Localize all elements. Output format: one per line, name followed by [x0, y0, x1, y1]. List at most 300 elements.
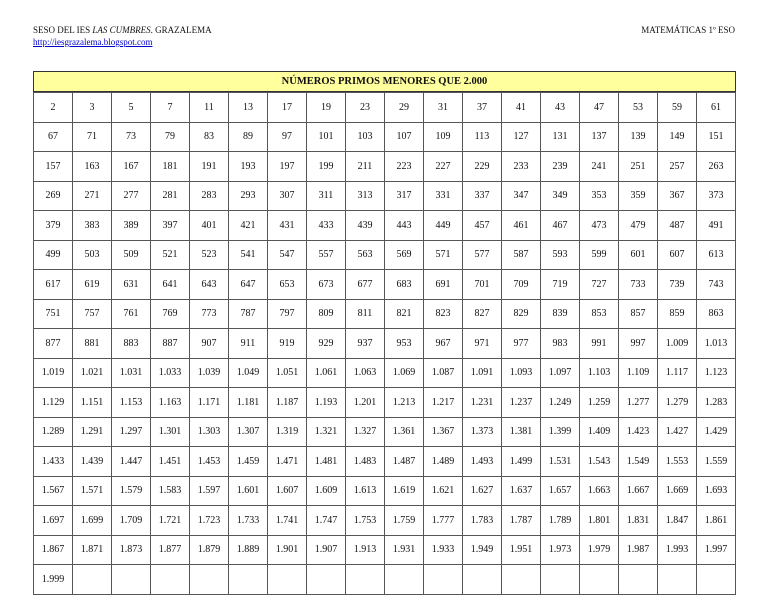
prime-cell: 863	[697, 299, 736, 329]
prime-cell: 1.847	[658, 506, 697, 536]
prime-cell: 1.889	[229, 535, 268, 565]
prime-cell: 991	[580, 329, 619, 359]
prime-cell: 631	[112, 270, 151, 300]
prime-cell: 433	[307, 211, 346, 241]
prime-cell: 197	[268, 152, 307, 182]
prime-cell: 41	[502, 93, 541, 123]
prime-cell: 1.759	[385, 506, 424, 536]
prime-cell: 727	[580, 270, 619, 300]
prime-cell: 139	[619, 122, 658, 152]
prime-cell: 1.663	[580, 476, 619, 506]
prime-cell: 523	[190, 240, 229, 270]
prime-cell: 181	[151, 152, 190, 182]
prime-cell: 439	[346, 211, 385, 241]
prime-cell: 83	[190, 122, 229, 152]
prime-cell: 1.933	[424, 535, 463, 565]
prime-cell: 1.427	[658, 417, 697, 447]
prime-cell	[541, 565, 580, 595]
prime-cell: 617	[34, 270, 73, 300]
prime-cell: 1.163	[151, 388, 190, 418]
prime-cell: 929	[307, 329, 346, 359]
prime-cell	[697, 565, 736, 595]
prime-cell: 1.487	[385, 447, 424, 477]
prime-cell: 239	[541, 152, 580, 182]
table-row	[34, 565, 736, 595]
prime-cell	[190, 565, 229, 595]
prime-cell: 479	[619, 211, 658, 241]
prime-cell: 1.951	[502, 535, 541, 565]
prime-cell: 383	[73, 211, 112, 241]
prime-cell: 11	[190, 93, 229, 123]
prime-cell: 47	[580, 93, 619, 123]
prime-cell	[502, 565, 541, 595]
table-row	[34, 211, 736, 241]
prime-cell	[346, 565, 385, 595]
prime-cell: 73	[112, 122, 151, 152]
prime-cell: 563	[346, 240, 385, 270]
prime-cell: 1.709	[112, 506, 151, 536]
prime-cell: 1.789	[541, 506, 580, 536]
prime-cell: 547	[268, 240, 307, 270]
prime-cell: 769	[151, 299, 190, 329]
prime-cell: 1.009	[658, 329, 697, 359]
prime-cell: 1.993	[658, 535, 697, 565]
prime-cell: 1.093	[502, 358, 541, 388]
prime-cell	[619, 565, 658, 595]
prime-cell: 379	[34, 211, 73, 241]
table-row	[34, 358, 736, 388]
prime-cell: 1.451	[151, 447, 190, 477]
prime-cell: 1.193	[307, 388, 346, 418]
prime-cell: 761	[112, 299, 151, 329]
prime-cell: 1.249	[541, 388, 580, 418]
prime-cell: 839	[541, 299, 580, 329]
prime-cell: 1.481	[307, 447, 346, 477]
prime-cell: 1.999	[34, 565, 73, 595]
prime-cell: 971	[463, 329, 502, 359]
prime-cell: 263	[697, 152, 736, 182]
table-row	[34, 388, 736, 418]
prime-cell: 1.667	[619, 476, 658, 506]
prime-cell: 983	[541, 329, 580, 359]
prime-cell: 349	[541, 181, 580, 211]
prime-cell: 229	[463, 152, 502, 182]
prime-cell: 1.279	[658, 388, 697, 418]
prime-cell: 293	[229, 181, 268, 211]
prime-cell: 193	[229, 152, 268, 182]
prime-cell: 1.123	[697, 358, 736, 388]
prime-cell: 647	[229, 270, 268, 300]
prime-cell: 1.559	[697, 447, 736, 477]
prime-cell	[424, 565, 463, 595]
prime-cell: 569	[385, 240, 424, 270]
prime-cell: 1.373	[463, 417, 502, 447]
prime-cell: 829	[502, 299, 541, 329]
prime-cell: 937	[346, 329, 385, 359]
prime-cell: 1.531	[541, 447, 580, 477]
prime-cell: 641	[151, 270, 190, 300]
prime-cell: 269	[34, 181, 73, 211]
prime-cell	[658, 565, 697, 595]
prime-cell: 421	[229, 211, 268, 241]
prime-cell: 5	[112, 93, 151, 123]
prime-cell: 373	[697, 181, 736, 211]
prime-cell: 149	[658, 122, 697, 152]
prime-cell: 739	[658, 270, 697, 300]
prime-cell: 1.913	[346, 535, 385, 565]
prime-cell: 283	[190, 181, 229, 211]
prime-cell: 823	[424, 299, 463, 329]
prime-cell: 701	[463, 270, 502, 300]
school-name	[33, 25, 212, 36]
prime-cell: 1.109	[619, 358, 658, 388]
table-row	[34, 299, 736, 329]
prime-cell: 953	[385, 329, 424, 359]
prime-cell: 1.049	[229, 358, 268, 388]
prime-cell: 457	[463, 211, 502, 241]
prime-cell: 1.429	[697, 417, 736, 447]
prime-cell: 787	[229, 299, 268, 329]
prime-cell: 1.543	[580, 447, 619, 477]
prime-cell: 587	[502, 240, 541, 270]
prime-cell: 1.489	[424, 447, 463, 477]
prime-cell: 1.259	[580, 388, 619, 418]
prime-cell: 751	[34, 299, 73, 329]
prime-cell: 1.063	[346, 358, 385, 388]
prime-cell: 487	[658, 211, 697, 241]
prime-cell: 557	[307, 240, 346, 270]
table-row	[34, 240, 736, 270]
prime-cell: 1.997	[697, 535, 736, 565]
prime-cell: 1.433	[34, 447, 73, 477]
prime-cell: 653	[268, 270, 307, 300]
prime-cell: 1.787	[502, 506, 541, 536]
prime-cell: 2	[34, 93, 73, 123]
prime-cell: 1.783	[463, 506, 502, 536]
prime-cell: 607	[658, 240, 697, 270]
prime-cell: 251	[619, 152, 658, 182]
prime-cell: 1.327	[346, 417, 385, 447]
prime-cell	[229, 565, 268, 595]
prime-cell: 1.459	[229, 447, 268, 477]
prime-cell: 31	[424, 93, 463, 123]
blog-link[interactable]: http://iesgrazalema.blogspot.com	[33, 37, 153, 47]
prime-cell: 1.439	[73, 447, 112, 477]
prime-cell: 1.283	[697, 388, 736, 418]
prime-cell	[73, 565, 112, 595]
prime-cell: 1.621	[424, 476, 463, 506]
prime-cell: 691	[424, 270, 463, 300]
prime-cell: 89	[229, 122, 268, 152]
prime-cell: 449	[424, 211, 463, 241]
prime-cell: 911	[229, 329, 268, 359]
prime-cell: 107	[385, 122, 424, 152]
school-name-prefix: SESO DEL IES	[33, 25, 93, 35]
prime-cell: 79	[151, 122, 190, 152]
prime-cell: 1.103	[580, 358, 619, 388]
prime-cell: 211	[346, 152, 385, 182]
prime-cell: 677	[346, 270, 385, 300]
prime-cell: 997	[619, 329, 658, 359]
prime-cell: 809	[307, 299, 346, 329]
prime-cell: 109	[424, 122, 463, 152]
prime-cell: 71	[73, 122, 112, 152]
prime-cell: 1.171	[190, 388, 229, 418]
prime-cell: 1.973	[541, 535, 580, 565]
prime-cell: 1.409	[580, 417, 619, 447]
prime-cell: 1.039	[190, 358, 229, 388]
prime-cell: 541	[229, 240, 268, 270]
prime-cell: 1.777	[424, 506, 463, 536]
prime-cell: 467	[541, 211, 580, 241]
prime-cell: 1.619	[385, 476, 424, 506]
prime-cell: 1.217	[424, 388, 463, 418]
table-row	[34, 506, 736, 536]
prime-cell: 1.801	[580, 506, 619, 536]
prime-cell: 1.471	[268, 447, 307, 477]
prime-cell: 593	[541, 240, 580, 270]
prime-cell: 1.693	[697, 476, 736, 506]
prime-cell: 977	[502, 329, 541, 359]
prime-cell: 1.291	[73, 417, 112, 447]
prime-cell: 797	[268, 299, 307, 329]
prime-cell: 317	[385, 181, 424, 211]
prime-cell: 1.867	[34, 535, 73, 565]
prime-cell: 1.613	[346, 476, 385, 506]
prime-cell: 23	[346, 93, 385, 123]
prime-cell: 1.987	[619, 535, 658, 565]
prime-cell: 1.601	[229, 476, 268, 506]
prime-cell: 473	[580, 211, 619, 241]
prime-cell: 1.879	[190, 535, 229, 565]
prime-cell	[580, 565, 619, 595]
prime-cell: 1.733	[229, 506, 268, 536]
prime-cell: 101	[307, 122, 346, 152]
prime-cell: 1.831	[619, 506, 658, 536]
prime-cell: 877	[34, 329, 73, 359]
prime-cell: 1.637	[502, 476, 541, 506]
prime-cell: 3	[73, 93, 112, 123]
table-row	[34, 152, 736, 182]
prime-cell: 857	[619, 299, 658, 329]
prime-cell: 1.949	[463, 535, 502, 565]
prime-cell: 1.493	[463, 447, 502, 477]
prime-cell: 431	[268, 211, 307, 241]
prime-cell: 223	[385, 152, 424, 182]
prime-cell: 827	[463, 299, 502, 329]
prime-cell: 1.231	[463, 388, 502, 418]
prime-cell: 1.061	[307, 358, 346, 388]
prime-cell: 151	[697, 122, 736, 152]
table-row	[34, 181, 736, 211]
prime-cell: 1.583	[151, 476, 190, 506]
prime-cell: 19	[307, 93, 346, 123]
prime-cell: 1.723	[190, 506, 229, 536]
prime-cell: 1.301	[151, 417, 190, 447]
table-row	[34, 329, 736, 359]
prime-cell: 1.117	[658, 358, 697, 388]
prime-cell: 1.303	[190, 417, 229, 447]
prime-cell: 17	[268, 93, 307, 123]
prime-cell: 43	[541, 93, 580, 123]
table-row	[34, 122, 736, 152]
prime-cell: 277	[112, 181, 151, 211]
prime-cell: 13	[229, 93, 268, 123]
prime-cell: 1.319	[268, 417, 307, 447]
prime-cell: 337	[463, 181, 502, 211]
prime-cell: 1.453	[190, 447, 229, 477]
prime-cell	[307, 565, 346, 595]
prime-cell: 1.741	[268, 506, 307, 536]
prime-cell: 1.151	[73, 388, 112, 418]
prime-cell: 113	[463, 122, 502, 152]
prime-cell: 601	[619, 240, 658, 270]
prime-cell: 241	[580, 152, 619, 182]
prime-cell: 521	[151, 240, 190, 270]
prime-cell: 883	[112, 329, 151, 359]
prime-cell: 1.979	[580, 535, 619, 565]
primes-table	[33, 92, 736, 595]
prime-cell: 1.097	[541, 358, 580, 388]
prime-cell: 37	[463, 93, 502, 123]
prime-cell: 1.297	[112, 417, 151, 447]
prime-cell: 1.021	[73, 358, 112, 388]
prime-cell: 1.861	[697, 506, 736, 536]
prime-cell: 821	[385, 299, 424, 329]
prime-cell: 1.571	[73, 476, 112, 506]
prime-cell: 1.597	[190, 476, 229, 506]
prime-cell: 271	[73, 181, 112, 211]
prime-cell: 499	[34, 240, 73, 270]
subject-label: MATEMÁTICAS 1º ESO	[641, 25, 735, 35]
prime-cell: 1.447	[112, 447, 151, 477]
prime-cell: 103	[346, 122, 385, 152]
table-row	[34, 535, 736, 565]
school-name-italic: LAS CUMBRES	[92, 25, 151, 35]
prime-cell: 257	[658, 152, 697, 182]
prime-cell: 1.129	[34, 388, 73, 418]
prime-cell: 1.321	[307, 417, 346, 447]
prime-cell: 167	[112, 152, 151, 182]
primes-table-body	[34, 93, 736, 595]
prime-cell: 1.607	[268, 476, 307, 506]
prime-cell: 1.907	[307, 535, 346, 565]
prime-cell: 1.399	[541, 417, 580, 447]
prime-cell: 157	[34, 152, 73, 182]
prime-cell: 1.609	[307, 476, 346, 506]
prime-cell: 1.237	[502, 388, 541, 418]
prime-cell: 853	[580, 299, 619, 329]
prime-cell: 1.871	[73, 535, 112, 565]
prime-cell: 1.753	[346, 506, 385, 536]
prime-cell: 571	[424, 240, 463, 270]
prime-cell: 1.669	[658, 476, 697, 506]
table-row	[34, 417, 736, 447]
prime-cell: 1.901	[268, 535, 307, 565]
prime-cell: 907	[190, 329, 229, 359]
prime-cell: 1.699	[73, 506, 112, 536]
table-row	[34, 447, 736, 477]
prime-cell: 509	[112, 240, 151, 270]
prime-cell: 577	[463, 240, 502, 270]
prime-cell: 1.627	[463, 476, 502, 506]
prime-cell: 59	[658, 93, 697, 123]
prime-cell: 1.069	[385, 358, 424, 388]
prime-cell: 353	[580, 181, 619, 211]
prime-cell: 1.567	[34, 476, 73, 506]
prime-cell: 757	[73, 299, 112, 329]
prime-cell: 1.657	[541, 476, 580, 506]
prime-cell: 1.153	[112, 388, 151, 418]
prime-cell: 137	[580, 122, 619, 152]
prime-cell: 503	[73, 240, 112, 270]
table-row	[34, 476, 736, 506]
prime-cell: 347	[502, 181, 541, 211]
prime-cell: 227	[424, 152, 463, 182]
prime-cell: 743	[697, 270, 736, 300]
prime-cell: 67	[34, 122, 73, 152]
prime-cell: 401	[190, 211, 229, 241]
prime-cell: 1.553	[658, 447, 697, 477]
prime-cell: 773	[190, 299, 229, 329]
prime-cell: 389	[112, 211, 151, 241]
prime-cell: 1.361	[385, 417, 424, 447]
prime-cell: 1.367	[424, 417, 463, 447]
prime-cell: 331	[424, 181, 463, 211]
prime-cell	[463, 565, 502, 595]
prime-cell	[151, 565, 190, 595]
prime-cell: 643	[190, 270, 229, 300]
prime-cell: 1.873	[112, 535, 151, 565]
prime-cell: 1.483	[346, 447, 385, 477]
prime-cell: 1.579	[112, 476, 151, 506]
prime-cell	[268, 565, 307, 595]
prime-cell: 719	[541, 270, 580, 300]
table-row	[34, 270, 736, 300]
prime-cell: 613	[697, 240, 736, 270]
prime-cell: 673	[307, 270, 346, 300]
prime-cell: 131	[541, 122, 580, 152]
prime-cell: 29	[385, 93, 424, 123]
prime-cell: 461	[502, 211, 541, 241]
prime-cell: 967	[424, 329, 463, 359]
prime-cell: 619	[73, 270, 112, 300]
prime-cell: 311	[307, 181, 346, 211]
prime-cell: 709	[502, 270, 541, 300]
prime-cell: 1.747	[307, 506, 346, 536]
prime-cell	[385, 565, 424, 595]
prime-cell: 1.423	[619, 417, 658, 447]
prime-cell: 191	[190, 152, 229, 182]
prime-cell: 1.877	[151, 535, 190, 565]
prime-cell: 61	[697, 93, 736, 123]
prime-cell: 1.697	[34, 506, 73, 536]
prime-cell: 233	[502, 152, 541, 182]
prime-cell: 1.031	[112, 358, 151, 388]
prime-cell: 281	[151, 181, 190, 211]
prime-cell	[112, 565, 151, 595]
prime-cell: 1.549	[619, 447, 658, 477]
page-header-left	[33, 25, 212, 48]
prime-cell: 1.381	[502, 417, 541, 447]
prime-cell: 733	[619, 270, 658, 300]
prime-cell: 97	[268, 122, 307, 152]
prime-cell: 313	[346, 181, 385, 211]
prime-cell: 1.289	[34, 417, 73, 447]
prime-cell: 1.187	[268, 388, 307, 418]
prime-cell: 307	[268, 181, 307, 211]
prime-cell: 367	[658, 181, 697, 211]
